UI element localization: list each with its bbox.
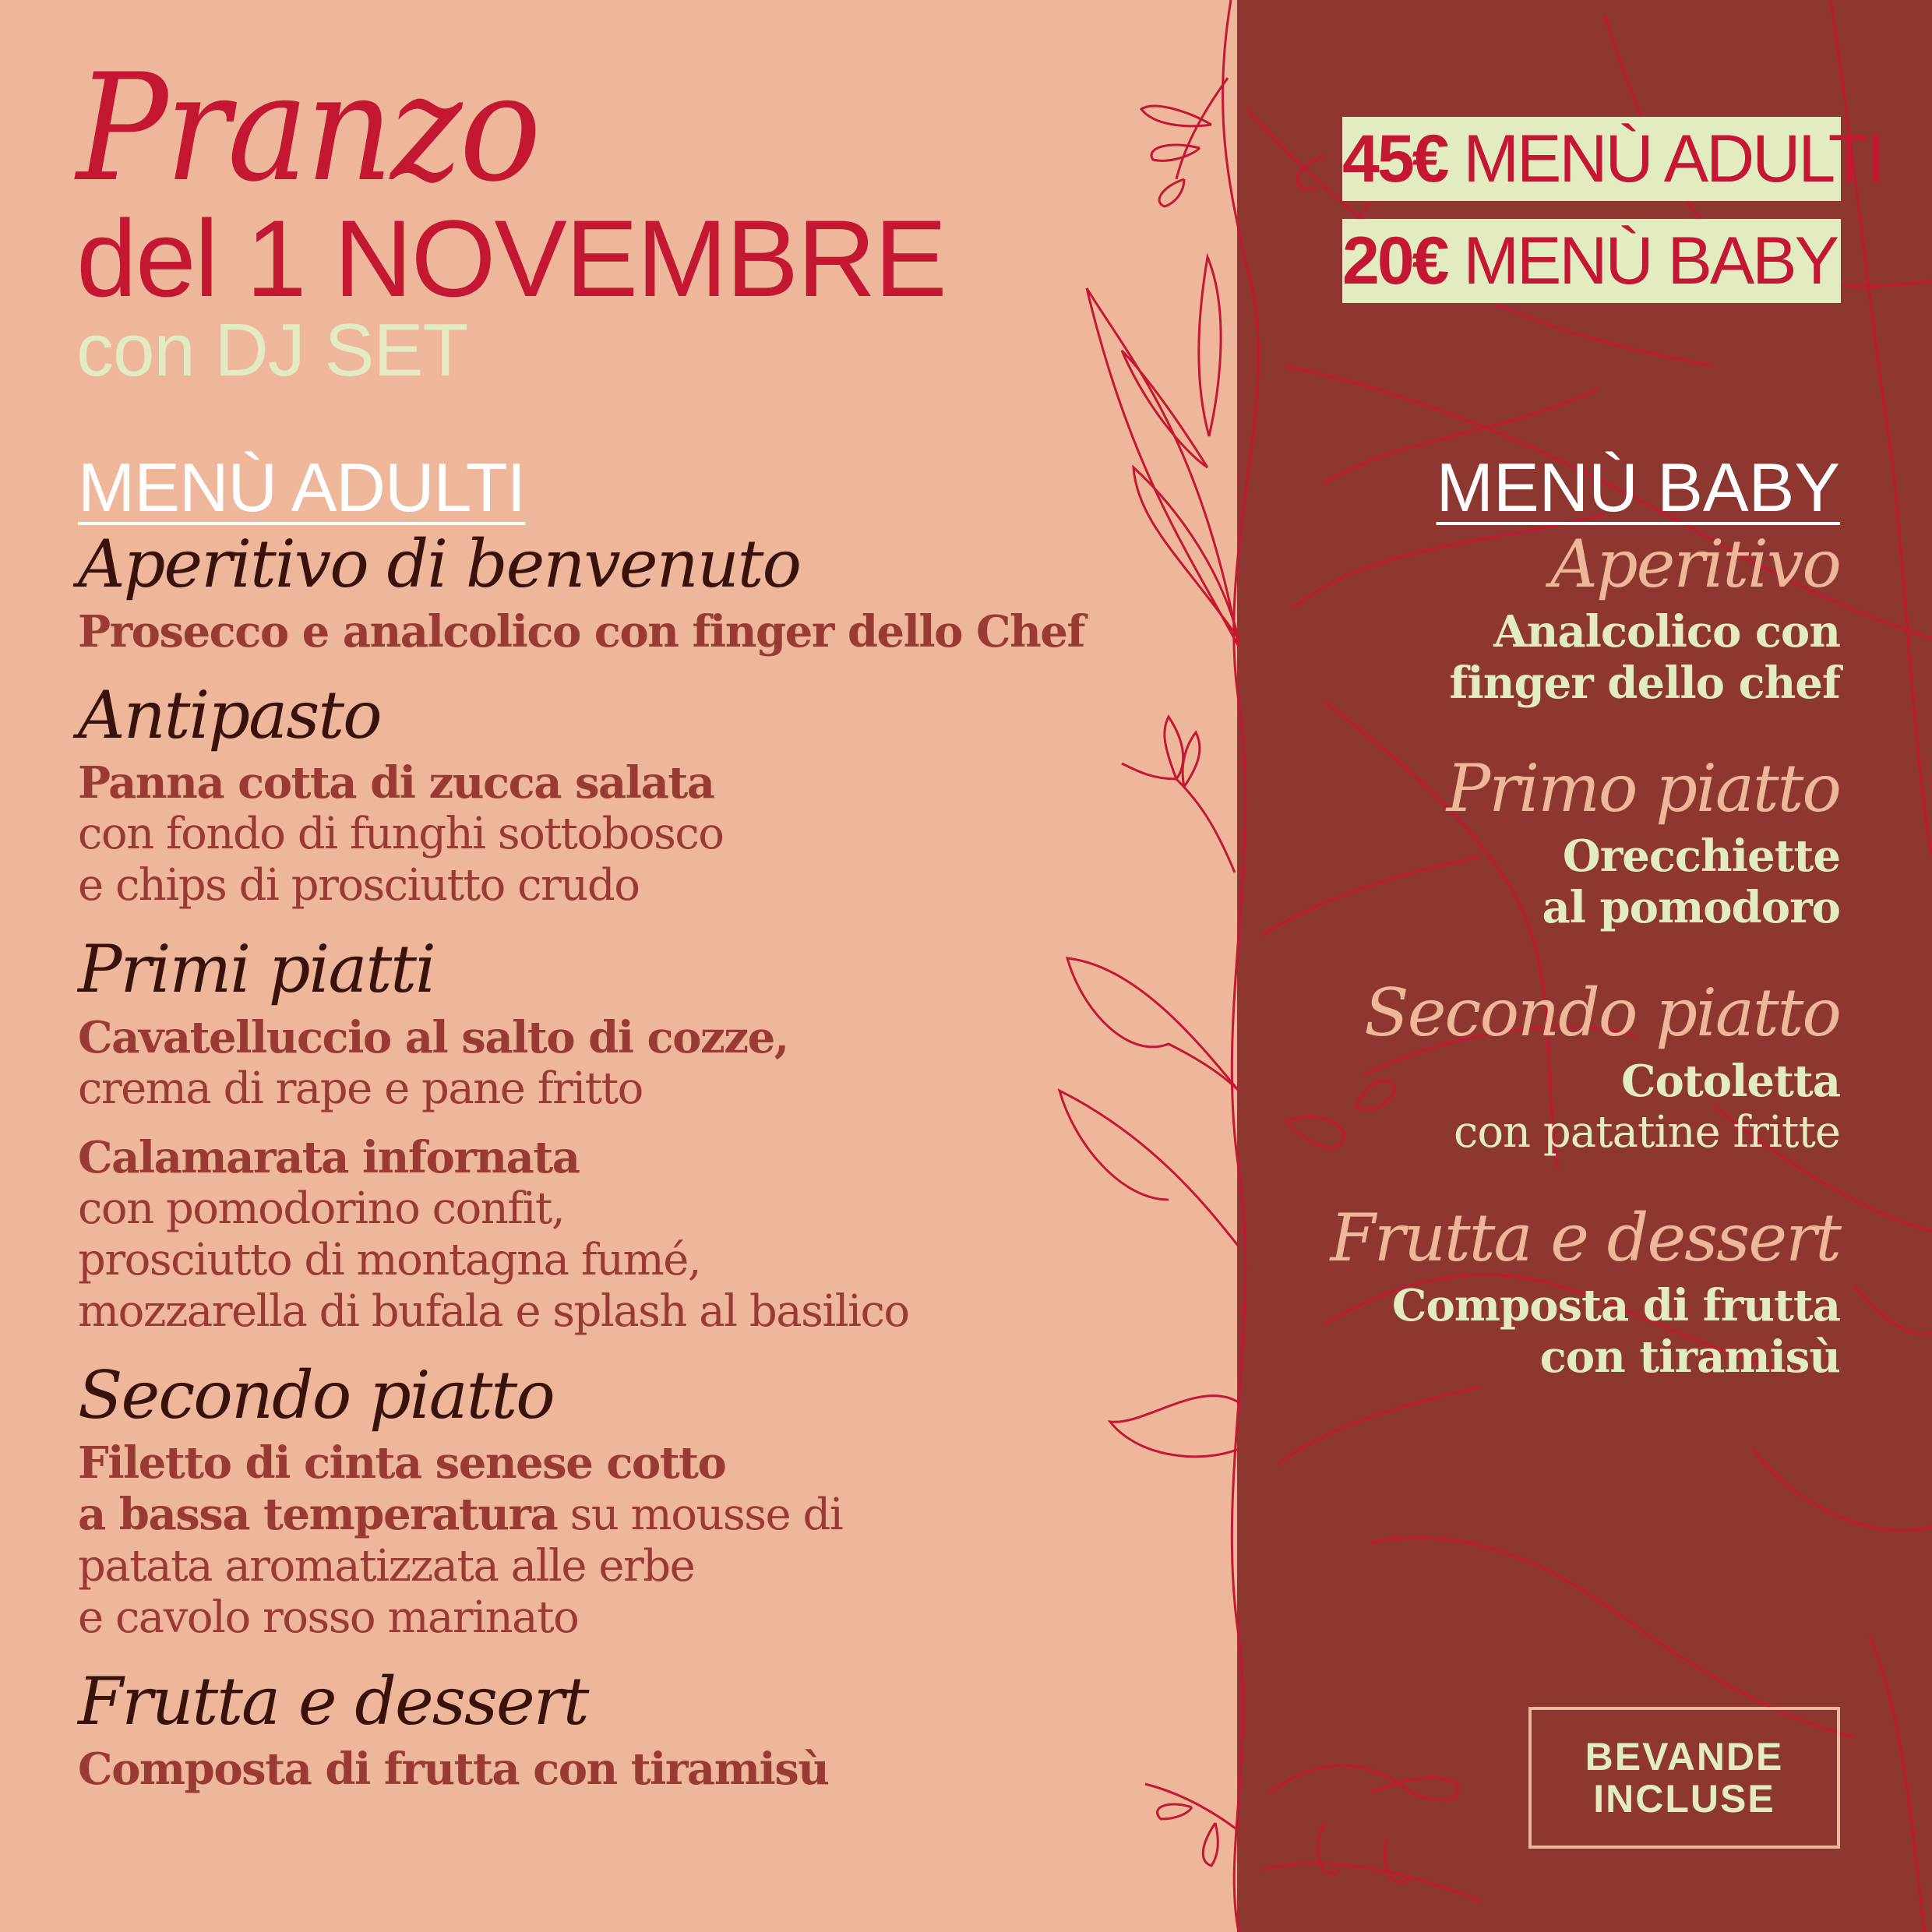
dish-description: crema di rape e pane fritto (78, 1063, 643, 1114)
baby-course-aperitivo (1248, 526, 1840, 710)
price-amount: 45€ (1342, 122, 1447, 196)
course-heading: Frutta e dessert (1330, 1199, 1840, 1276)
drinks-included-badge (1528, 1707, 1840, 1849)
course-heading: Aperitivo (1550, 526, 1840, 602)
price-label: MENÙ BABY (1463, 224, 1837, 298)
dish-name: Composta di frutta (1391, 1279, 1840, 1331)
dish-name: Composta di frutta con tiramisù (78, 1743, 829, 1795)
course-heading: Aperitivo di benvenuto (78, 526, 801, 602)
dish-description: e cavolo rosso marinato (78, 1592, 579, 1643)
dish-description: e chips di prosciutto crudo (78, 860, 640, 911)
menu-baby-title: MENÙ BABY (1436, 449, 1840, 526)
dish-description: con pomodorino confit, (78, 1183, 565, 1234)
dish-name: Cotoletta (1620, 1055, 1840, 1107)
baby-course-dessert (1248, 1199, 1840, 1383)
dish-name: a bassa temperatura (78, 1488, 558, 1540)
dish-name: Calamarata infornata (78, 1131, 580, 1183)
price-badge-baby (1342, 219, 1841, 303)
course-heading: Primi piatti (78, 931, 435, 1008)
course-heading: Primo piatto (1446, 750, 1840, 827)
title-date (76, 197, 946, 319)
dish-description: su mousse di (557, 1489, 843, 1540)
dish-name: Analcolico con (1493, 606, 1840, 658)
dish-name: Orecchiette (1562, 830, 1840, 883)
menu-adulti-list (78, 526, 1169, 1818)
dish-name: Prosecco e analcolico con finger dello Chef (78, 606, 1084, 658)
dish-name: al pomodoro (1542, 882, 1840, 934)
course-secondo (78, 1356, 1169, 1644)
course-aperitivo (78, 526, 1169, 658)
dish-description: con fondo di funghi sottobosco (78, 809, 724, 860)
baby-course-secondo (1248, 975, 1840, 1158)
dish-name: Panna cotta di zucca salata (78, 757, 714, 809)
price-amount: 20€ (1342, 224, 1447, 298)
dish-name: finger dello chef (1449, 658, 1840, 710)
dish-name: con tiramisù (1539, 1331, 1840, 1383)
menu-adulti-title: MENÙ ADULTI (78, 449, 526, 526)
dish-name: Filetto di cinta senese cotto (78, 1437, 726, 1489)
course-heading: Secondo piatto (1364, 975, 1840, 1052)
dish-name: Cavatelluccio al salto di cozze, (78, 1011, 788, 1063)
course-heading: Antipasto (78, 677, 381, 754)
subtitle-dj-set: con DJ SET (76, 308, 468, 392)
dish-description: patata aromatizzata alle erbe (78, 1540, 695, 1592)
baby-course-primo (1248, 750, 1840, 934)
course-heading: Secondo piatto (78, 1356, 554, 1433)
menu-baby-list (1248, 526, 1840, 1428)
badge-line-1: BEVANDE (1585, 1735, 1784, 1779)
price-badge-adulti (1342, 117, 1884, 201)
badge-line-2: INCLUSE (1593, 1777, 1775, 1821)
dish-description: prosciutto di montagna fumé, (78, 1234, 701, 1285)
title-pranzo: Pranzo (76, 42, 539, 214)
course-antipasto (78, 677, 1169, 911)
date-value: 1 NOVEMBRE (245, 197, 946, 319)
course-primi (78, 931, 1169, 1337)
course-dessert (78, 1662, 1169, 1795)
dish-description: con patatine fritte (1453, 1106, 1840, 1158)
date-prefix: del (76, 197, 217, 319)
dish-description: mozzarella di bufala e splash al basilico (78, 1285, 909, 1337)
course-heading: Frutta e dessert (78, 1662, 588, 1740)
price-label: MENÙ ADULTI (1463, 122, 1884, 196)
